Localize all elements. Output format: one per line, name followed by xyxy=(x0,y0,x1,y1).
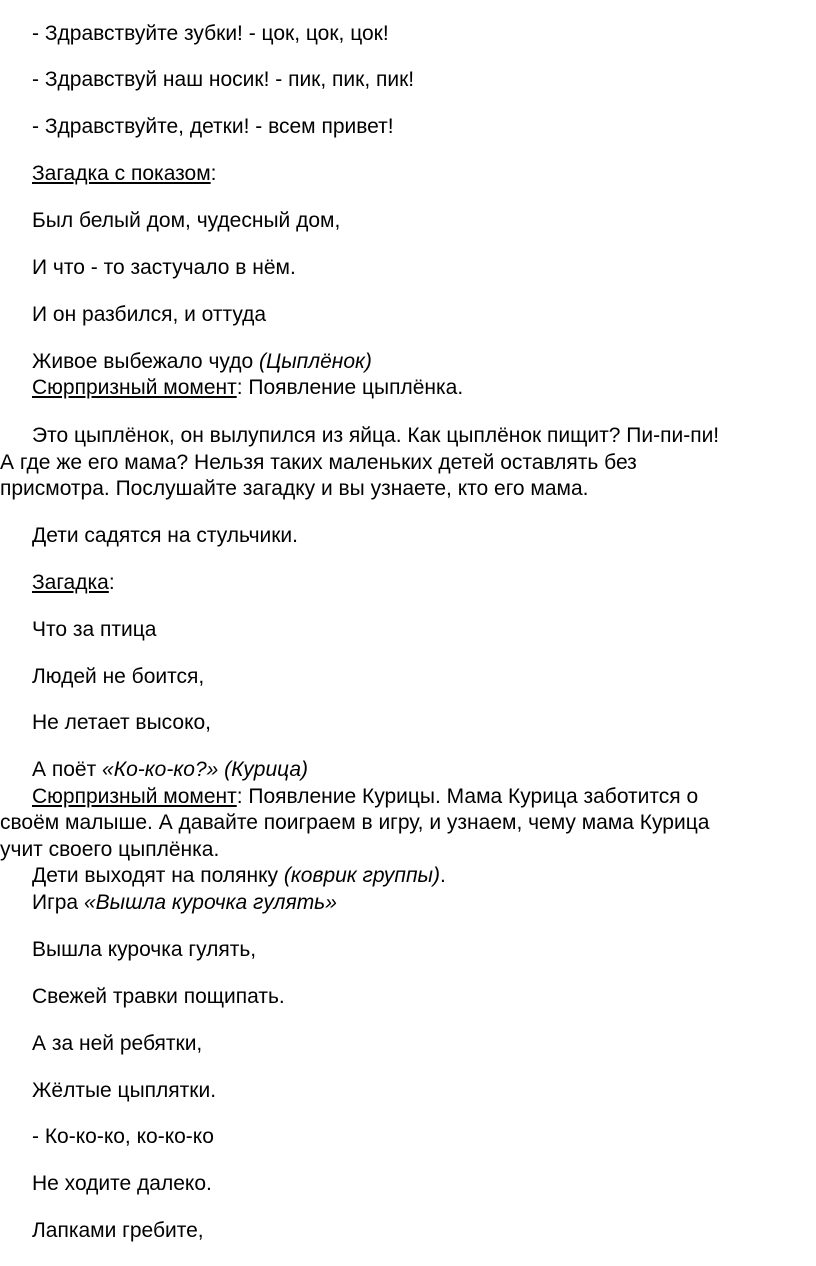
italic-note: (коврик группы) xyxy=(283,864,440,887)
game-verse-4 xyxy=(32,1078,216,1104)
game-verse-7 xyxy=(32,1218,204,1244)
children-sit-line xyxy=(32,523,298,549)
surprise-moment-2 xyxy=(32,784,698,810)
riddle2-line-2 xyxy=(32,664,204,690)
paragraph-1-line-1 xyxy=(32,423,719,449)
riddle-answer: «Ко-ко-ко?» (Курица) xyxy=(102,758,309,781)
riddle1-line-3 xyxy=(32,302,266,328)
text: присмотра. Послушайте загадку и вы узнаете, кто его мама. xyxy=(0,477,589,500)
text: - Ко-ко-ко, ко-ко-ко xyxy=(32,1125,214,1148)
game-title-line xyxy=(32,890,337,916)
colon: : xyxy=(108,571,115,594)
riddle2-line-1 xyxy=(32,617,156,643)
text: Это цыплёнок, он вылупился из яйца. Как цыплёнок пищит? Пи-пи-пи! xyxy=(32,424,720,447)
paragraph-1-line-2 xyxy=(0,450,637,476)
surprise-label: Сюрпризный момент xyxy=(32,785,237,808)
riddle-heading-1 xyxy=(32,161,217,187)
text: А поёт xyxy=(32,758,103,781)
text: Вышла курочка гулять, xyxy=(32,938,257,961)
surprise-moment-1 xyxy=(32,375,463,401)
paragraph-2-line-3 xyxy=(0,837,219,863)
text: А где же его мама? Нельзя таких маленьких детей оставлять без xyxy=(0,451,637,474)
greeting-line-children xyxy=(32,114,394,140)
paragraph-1-line-3 xyxy=(0,476,589,502)
colon: : xyxy=(210,162,217,185)
text: Жёлтые цыплятки. xyxy=(32,1079,217,1102)
text: Живое выбежало чудо xyxy=(32,350,259,373)
game-verse-2 xyxy=(32,984,285,1010)
text: Свежей травки пощипать. xyxy=(32,985,285,1008)
text: Лапками гребите, xyxy=(32,1219,204,1242)
paragraph-2-line-2 xyxy=(0,810,709,836)
text: : Появление цыплёнка. xyxy=(236,376,464,399)
text: А за ней ребятки, xyxy=(32,1032,203,1055)
riddle2-line-4 xyxy=(32,757,308,783)
game-verse-6 xyxy=(32,1171,212,1197)
text: Не ходите далеко. xyxy=(32,1172,212,1195)
surprise-label: Сюрпризный момент xyxy=(32,376,237,399)
text: Был белый дом, чудесный дом, xyxy=(32,209,341,232)
text: Не летает высоко, xyxy=(32,711,212,734)
game-verse-3 xyxy=(32,1031,202,1057)
game-verse-5 xyxy=(32,1124,214,1150)
text: - Здравствуйте зубки! - цок, цок, цок! xyxy=(32,22,389,45)
text: учит своего цыплёнка. xyxy=(0,838,220,861)
text: своём малыше. А давайте поиграем в игру, и узнаем, чему мама Курица xyxy=(0,811,710,834)
text: - Здравствуй наш носик! - пик, пик, пик! xyxy=(32,68,415,91)
game-verse-1 xyxy=(32,937,256,963)
riddle-label: Загадка xyxy=(32,571,109,594)
riddle-label: Загадка с показом xyxy=(32,162,211,185)
text: : Появление Курицы. Мама Курица заботится о xyxy=(236,785,699,808)
children-go-out-line xyxy=(32,863,446,889)
game-title: «Вышла курочка гулять» xyxy=(83,891,337,914)
greeting-line-nose xyxy=(32,67,414,93)
riddle2-line-3 xyxy=(32,710,211,736)
text: Дети садятся на стульчики. xyxy=(32,524,298,547)
riddle1-line-4 xyxy=(32,349,372,375)
period: . xyxy=(439,864,446,887)
riddle1-line-2 xyxy=(32,255,296,281)
text: И что - то застучало в нём. xyxy=(32,256,296,279)
greeting-line-teeth xyxy=(32,21,389,47)
riddle-answer: (Цыплёнок) xyxy=(258,350,372,373)
text: И он разбился, и оттуда xyxy=(32,303,267,326)
riddle-heading-2 xyxy=(32,570,115,596)
text: Дети выходят на полянку xyxy=(32,864,284,887)
text: Что за птица xyxy=(32,618,157,641)
text: Игра xyxy=(32,891,84,914)
text: Людей не боится, xyxy=(32,665,205,688)
text: - Здравствуйте, детки! - всем привет! xyxy=(32,115,394,138)
riddle1-line-1 xyxy=(32,208,340,234)
